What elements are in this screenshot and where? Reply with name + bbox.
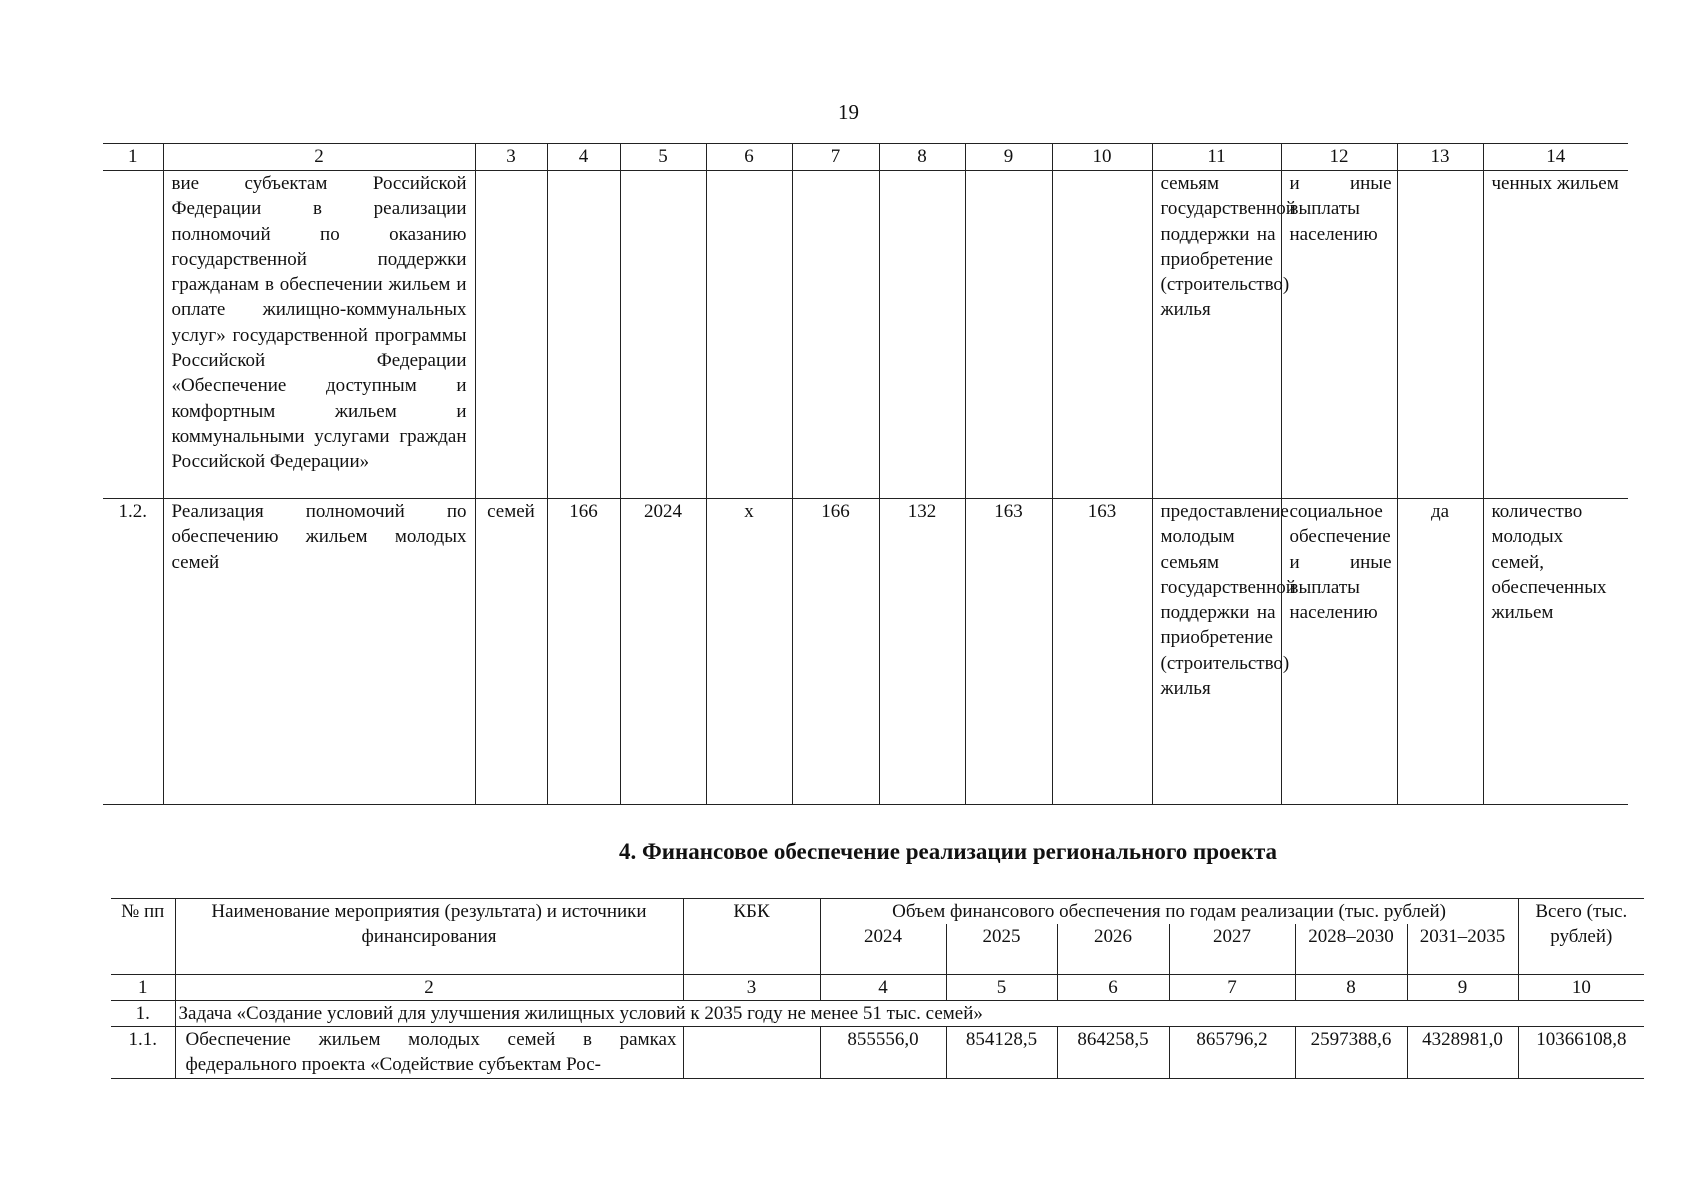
- column-number-row: [111, 974, 1644, 1000]
- task-row: [111, 1000, 1644, 1026]
- table-header-row: [111, 899, 1644, 925]
- table-row: [103, 171, 1628, 499]
- task-number: 1.: [111, 1000, 175, 1026]
- header-cell: 10: [1052, 144, 1152, 171]
- row-number: 1.2.: [103, 499, 163, 805]
- value-cell: 132: [879, 499, 965, 805]
- column-number: 8: [1295, 974, 1407, 1000]
- header-cell: 13: [1397, 144, 1483, 171]
- total-cell: 10366108,8: [1518, 1027, 1644, 1079]
- header-year: 2031–2035: [1407, 924, 1518, 974]
- base-value: 166: [547, 499, 620, 805]
- table-row: [111, 1027, 1644, 1079]
- table-cell: [879, 171, 965, 499]
- header-cell: 3: [475, 144, 547, 171]
- header-cell: 6: [706, 144, 792, 171]
- support-type: предоставление молодым семьям государственной поддержки на приобретение (строительство) жилья: [1152, 499, 1281, 805]
- header-volume: Объем финансового обеспечения по годам реализации (тыс. рублей): [820, 899, 1518, 925]
- column-number: 6: [1057, 974, 1169, 1000]
- column-number: 10: [1518, 974, 1644, 1000]
- indicators-table: [103, 143, 1628, 805]
- page-number: 19: [838, 100, 859, 124]
- table-cell: [965, 171, 1052, 499]
- expense-type: социальное обеспечение и иные выплаты населению: [1281, 499, 1397, 805]
- activity-name: Обеспечение жильем молодых семей в рамках федерального проекта «Содействие субъектам Рос-: [175, 1027, 683, 1079]
- value-cell: 854128,5: [946, 1027, 1057, 1079]
- column-number: 4: [820, 974, 946, 1000]
- header-year: 2026: [1057, 924, 1169, 974]
- header-cell: 1: [103, 144, 163, 171]
- indicator-description: ченных жильем: [1483, 171, 1628, 499]
- table-cell: [1052, 171, 1152, 499]
- column-number: 3: [683, 974, 820, 1000]
- table-cell: [792, 171, 879, 499]
- kbk-cell: [683, 1027, 820, 1079]
- value-cell: 163: [965, 499, 1052, 805]
- header-cell: 14: [1483, 144, 1628, 171]
- header-cell: 8: [879, 144, 965, 171]
- header-cell: 11: [1152, 144, 1281, 171]
- indicator-name: вие субъектам Российской Федерации в реализации полномочий по оказанию государственной поддержки гражданам в обеспечении жильем и оплате жилищно-коммунальных услуг» государственной программы Российской Федерации «Обеспечение доступным и комфортным жильем и коммунальными услугами граждан Российской Федерации»: [163, 171, 475, 499]
- table-cell: [475, 171, 547, 499]
- header-year: 2027: [1169, 924, 1295, 974]
- task-label: Задача «Создание условий для улучшения жилищных условий к 2035 году не менее 51 тыс. семей»: [175, 1000, 1644, 1026]
- expense-type: и иные выплаты населению: [1281, 171, 1397, 499]
- column-number: 1: [111, 974, 175, 1000]
- table-cell: [620, 171, 706, 499]
- base-year: 2024: [620, 499, 706, 805]
- column-number: 2: [175, 974, 683, 1000]
- header-total: Всего (тыс. рублей): [1518, 899, 1644, 975]
- indicator-description: количество молодых семей, обеспеченных жильем: [1483, 499, 1628, 805]
- table-cell: [706, 171, 792, 499]
- table-cell: [1397, 171, 1483, 499]
- value-cell: 855556,0: [820, 1027, 946, 1079]
- header-number: № пп: [111, 899, 175, 975]
- unit: семей: [475, 499, 547, 805]
- header-cell: 12: [1281, 144, 1397, 171]
- table-cell: [547, 171, 620, 499]
- indicator-name: Реализация полномочий по обеспечению жильем молодых семей: [163, 499, 475, 805]
- header-cell: 5: [620, 144, 706, 171]
- row-number: [103, 171, 163, 499]
- value-cell: 865796,2: [1169, 1027, 1295, 1079]
- financing-table: [111, 898, 1644, 1079]
- header-cell: 7: [792, 144, 879, 171]
- column-number: 9: [1407, 974, 1518, 1000]
- header-cell: 9: [965, 144, 1052, 171]
- table-cell: х: [706, 499, 792, 805]
- header-year: 2024: [820, 924, 946, 974]
- table-row: [103, 499, 1628, 805]
- flag-cell: да: [1397, 499, 1483, 805]
- value-cell: 2597388,6: [1295, 1027, 1407, 1079]
- header-cell: 4: [547, 144, 620, 171]
- column-number: 7: [1169, 974, 1295, 1000]
- value-cell: 4328981,0: [1407, 1027, 1518, 1079]
- support-type: семьям государственной поддержки на приобретение (строительство) жилья: [1152, 171, 1281, 499]
- section-title: 4. Финансовое обеспечение реализации регионального проекта: [618, 839, 1278, 864]
- value-cell: 166: [792, 499, 879, 805]
- table-header-row: [103, 144, 1628, 171]
- value-cell: 163: [1052, 499, 1152, 805]
- value-cell: 864258,5: [1057, 1027, 1169, 1079]
- column-number: 5: [946, 974, 1057, 1000]
- header-name: Наименование мероприятия (результата) и источники финансирования: [175, 899, 683, 975]
- header-kbk: КБК: [683, 899, 820, 975]
- header-year: 2025: [946, 924, 1057, 974]
- row-number: 1.1.: [111, 1027, 175, 1079]
- header-year: 2028–2030: [1295, 924, 1407, 974]
- header-cell: 2: [163, 144, 475, 171]
